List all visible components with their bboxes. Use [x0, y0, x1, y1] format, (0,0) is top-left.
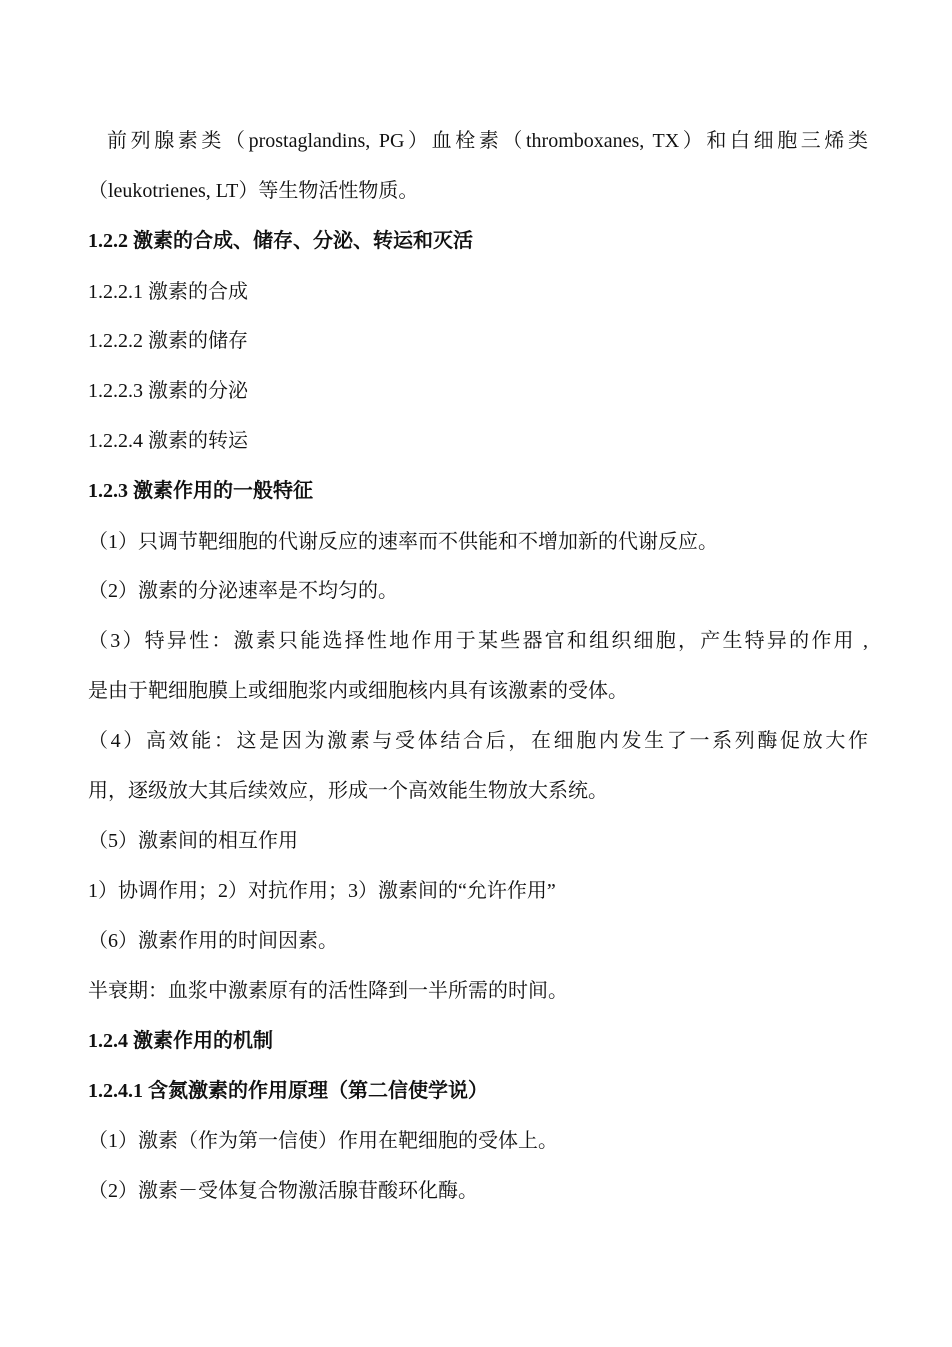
mechanism-item-1: （1）激素（作为第一信使）作用在靶细胞的受体上。	[88, 1130, 558, 1152]
paragraph-prostaglandins-line-1: 前列腺素类（prostaglandins, PG）血栓素（thromboxanes, TX）和白细胞三烯类	[107, 130, 868, 152]
feature-item-6: （6）激素作用的时间因素。	[88, 930, 338, 952]
feature-item-1: （1）只调节靶细胞的代谢反应的速率而不供能和不增加新的代谢反应。	[88, 531, 718, 553]
heading-1-2-2: 1.2.2 激素的合成、储存、分泌、转运和灭活	[88, 230, 473, 252]
feature-item-3-line-2: 是由于靶细胞膜上或细胞浆内或细胞核内具有该激素的受体。	[88, 680, 628, 702]
feature-item-5: （5）激素间的相互作用	[88, 830, 298, 852]
heading-1-2-3: 1.2.3 激素作用的一般特征	[88, 480, 313, 502]
subheading-1-2-2-4: 1.2.2.4 激素的转运	[88, 430, 248, 452]
heading-1-2-4-1: 1.2.4.1 含氮激素的作用原理（第二信使学说）	[88, 1080, 488, 1102]
half-life-definition: 半衰期：血浆中激素原有的活性降到一半所需的时间。	[88, 980, 568, 1002]
heading-1-2-4: 1.2.4 激素作用的机制	[88, 1030, 273, 1052]
feature-item-4-line-1: （4）高效能：这是因为激素与受体结合后，在细胞内发生了一系列酶促放大作	[88, 730, 868, 752]
paragraph-prostaglandins-line-2: （leukotrienes, LT）等生物活性物质。	[88, 180, 419, 202]
feature-item-4-line-2: 用，逐级放大其后续效应，形成一个高效能生物放大系统。	[88, 780, 608, 802]
feature-item-5-detail: 1）协调作用；2）对抗作用；3）激素间的“允许作用”	[88, 880, 556, 902]
subheading-1-2-2-2: 1.2.2.2 激素的储存	[88, 330, 248, 352]
subheading-1-2-2-1: 1.2.2.1 激素的合成	[88, 281, 248, 303]
feature-item-2: （2）激素的分泌速率是不均匀的。	[88, 580, 398, 602]
mechanism-item-2: （2）激素－受体复合物激活腺苷酸环化酶。	[88, 1180, 478, 1202]
feature-item-3-line-1: （3）特异性：激素只能选择性地作用于某些器官和组织细胞，产生特异的作用 ,	[88, 630, 868, 652]
subheading-1-2-2-3: 1.2.2.3 激素的分泌	[88, 380, 248, 402]
